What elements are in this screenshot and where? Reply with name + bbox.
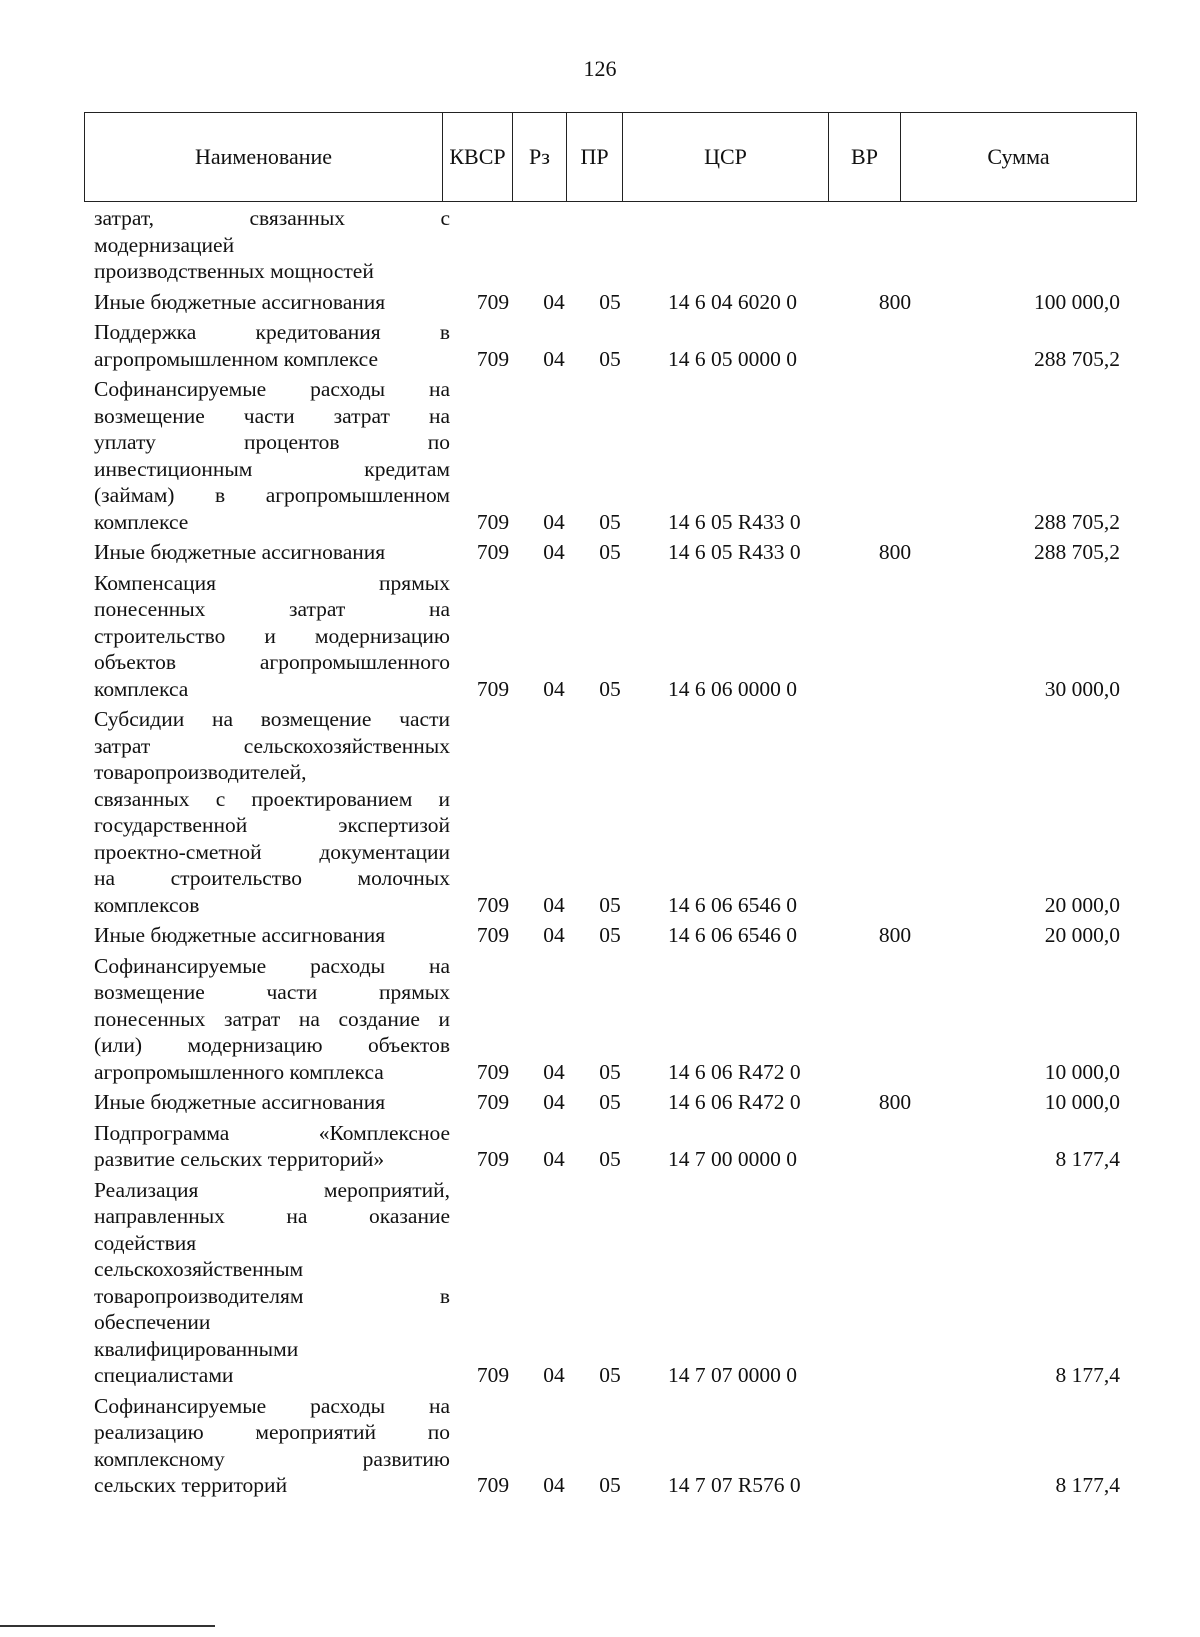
table-row	[0, 953, 1200, 1086]
row-name-line: затрат, связанных с	[94, 206, 450, 230]
cell-rz: 04	[543, 892, 565, 917]
row-name-line: Софинансируемые расходы на	[94, 377, 450, 401]
cell-kvsr: 709	[476, 923, 510, 947]
row-name-line: проектно-сметной документации	[94, 839, 450, 864]
cell-pr: 05	[599, 509, 621, 534]
cell-kvsr: 709	[476, 509, 510, 534]
cell-kvsr: 709	[476, 540, 510, 564]
row-name	[94, 1120, 450, 1173]
cell-csr: 14 6 05 R433 0	[668, 540, 801, 564]
row-name-line: Подпрограмма «Комплексное	[94, 1120, 450, 1145]
table-row	[0, 1120, 1200, 1173]
cell-sum: 30 000,0	[1044, 676, 1120, 701]
table-row	[0, 376, 1200, 535]
row-name-line: агропромышленном комплексе	[94, 346, 379, 371]
footer-divider	[0, 1625, 215, 1627]
row-name	[94, 289, 450, 316]
cell-pr: 05	[599, 1090, 621, 1114]
row-name-line: комплексному развитию	[94, 1446, 450, 1471]
cell-csr: 14 7 07 R576 0	[668, 1473, 801, 1497]
row-name-line: Иные бюджетные ассигнования	[94, 540, 386, 564]
cell-sum: 8 177,4	[1055, 1363, 1120, 1387]
header-csr: ЦСР	[623, 113, 829, 202]
row-name-line: содействия	[94, 1230, 197, 1255]
cell-csr: 14 7 00 0000 0	[668, 1147, 797, 1171]
row-name-line: специалистами	[94, 1363, 234, 1387]
row-name-line: товаропроизводителям в	[94, 1283, 450, 1308]
cell-sum: 100 000,0	[1034, 289, 1120, 314]
row-name-line: связанных с проектированием и	[94, 786, 450, 811]
header-sum: Сумма	[901, 113, 1137, 202]
cell-csr: 14 6 06 R472 0	[668, 1059, 801, 1084]
row-name	[94, 570, 450, 703]
cell-rz: 04	[543, 676, 565, 701]
row-name	[94, 922, 450, 949]
cell-rz: 04	[543, 509, 565, 534]
cell-pr: 05	[599, 1473, 621, 1497]
cell-pr: 05	[599, 1363, 621, 1387]
row-name-line: Софинансируемые расходы на	[94, 1393, 450, 1418]
cell-rz: 04	[543, 1363, 565, 1387]
cell-rz: 04	[543, 346, 565, 371]
row-name-line: реализацию мероприятий по	[94, 1420, 450, 1444]
row-name-line: (или) модернизацию объектов	[94, 1033, 450, 1057]
cell-sum: 8 177,4	[1055, 1147, 1120, 1171]
row-name-line: комплекса	[94, 676, 189, 701]
header-name: Наименование	[85, 113, 443, 202]
cell-pr: 05	[599, 923, 621, 947]
row-name	[94, 539, 450, 566]
cell-csr: 14 6 04 6020 0	[668, 289, 797, 314]
row-name-line: государственной экспертизой	[94, 813, 450, 837]
cell-sum: 20 000,0	[1044, 923, 1120, 947]
cell-vr: 800	[878, 923, 912, 947]
cell-sum: 8 177,4	[1055, 1473, 1120, 1497]
row-name-line: направленных на оказание	[94, 1204, 450, 1228]
row-name	[94, 1089, 450, 1116]
cell-pr: 05	[599, 892, 621, 917]
row-name-line: строительство и модернизацию	[94, 623, 450, 648]
cell-pr: 05	[599, 676, 621, 701]
row-name-line: Субсидии на возмещение части	[94, 707, 450, 731]
header-rz: Рз	[513, 113, 567, 202]
row-name-line: товаропроизводителей,	[94, 760, 307, 784]
header-vr: ВР	[829, 113, 901, 202]
cell-csr: 14 6 05 R433 0	[668, 509, 801, 534]
row-name-line: Поддержка кредитования в	[94, 320, 450, 344]
row-name-line: комплексе	[94, 509, 189, 534]
cell-csr: 14 6 06 0000 0	[668, 676, 797, 701]
cell-sum: 20 000,0	[1044, 892, 1120, 917]
header-pr: ПР	[567, 113, 623, 202]
table-row	[0, 205, 1200, 285]
table-row	[0, 1393, 1200, 1499]
row-name-line: Иные бюджетные ассигнования	[94, 923, 386, 947]
cell-kvsr: 709	[476, 1090, 510, 1114]
cell-rz: 04	[543, 289, 565, 314]
cell-sum: 10 000,0	[1044, 1059, 1120, 1084]
cell-csr: 14 6 05 0000 0	[668, 346, 797, 371]
row-name	[94, 953, 450, 1086]
table-row	[0, 539, 1200, 566]
cell-pr: 05	[599, 346, 621, 371]
table-header	[84, 112, 1137, 202]
table-row	[0, 570, 1200, 703]
cell-rz: 04	[543, 1473, 565, 1497]
table-body	[0, 205, 1200, 1503]
cell-sum: 10 000,0	[1044, 1090, 1120, 1114]
cell-vr: 800	[878, 289, 912, 314]
row-name-line: комплексов	[94, 892, 200, 917]
row-name-line: объектов агропромышленного	[94, 650, 450, 674]
row-name-line: производственных мощностей	[94, 259, 374, 283]
row-name-line: Иные бюджетные ассигнования	[94, 289, 386, 314]
cell-kvsr: 709	[476, 892, 510, 917]
row-name-line: Компенсация прямых	[94, 570, 450, 595]
cell-pr: 05	[599, 289, 621, 314]
row-name-line: сельскохозяйственным	[94, 1257, 304, 1281]
row-name-line: обеспечении	[94, 1310, 211, 1334]
row-name-line: Реализация мероприятий,	[94, 1177, 450, 1202]
table-row	[0, 1089, 1200, 1116]
table-row	[0, 922, 1200, 949]
page-number: 126	[583, 56, 617, 81]
cell-rz: 04	[543, 1147, 565, 1171]
cell-sum: 288 705,2	[1034, 540, 1120, 564]
cell-pr: 05	[599, 540, 621, 564]
cell-csr: 14 6 06 6546 0	[668, 892, 797, 917]
row-name-line: развитие сельских территорий»	[94, 1147, 385, 1171]
cell-csr: 14 7 07 0000 0	[668, 1363, 797, 1387]
cell-kvsr: 709	[476, 1059, 510, 1084]
row-name-line: агропромышленного комплекса	[94, 1059, 384, 1084]
cell-csr: 14 6 06 R472 0	[668, 1090, 801, 1114]
row-name-line: (займам) в агропромышленном	[94, 483, 450, 507]
cell-vr: 800	[878, 1090, 912, 1114]
row-name	[94, 205, 450, 285]
cell-kvsr: 709	[476, 1363, 510, 1387]
cell-kvsr: 709	[476, 289, 510, 314]
row-name-line: сельских территорий	[94, 1473, 288, 1497]
row-name-line: затрат сельскохозяйственных	[94, 733, 450, 758]
table-row	[0, 319, 1200, 372]
row-name-line: понесенных затрат на	[94, 597, 450, 621]
cell-sum: 288 705,2	[1034, 346, 1120, 371]
cell-rz: 04	[543, 923, 565, 947]
cell-pr: 05	[599, 1059, 621, 1084]
row-name	[94, 376, 450, 535]
row-name-line: на строительство молочных	[94, 866, 450, 890]
cell-sum: 288 705,2	[1034, 509, 1120, 534]
row-name-line: понесенных затрат на создание и	[94, 1006, 450, 1031]
row-name-line: инвестиционным кредитам	[94, 456, 450, 481]
row-name-line: возмещение части затрат на	[94, 403, 450, 428]
row-name	[94, 319, 450, 372]
cell-csr: 14 6 06 6546 0	[668, 923, 797, 947]
table-row	[0, 706, 1200, 918]
row-name-line: возмещение части прямых	[94, 980, 450, 1004]
row-name-line: уплату процентов по	[94, 430, 450, 454]
cell-kvsr: 709	[476, 1473, 510, 1497]
row-name-line: Иные бюджетные ассигнования	[94, 1090, 386, 1114]
cell-rz: 04	[543, 540, 565, 564]
cell-pr: 05	[599, 1147, 621, 1171]
table-row	[0, 1177, 1200, 1389]
row-name-line: модернизацией	[94, 232, 235, 257]
row-name-line: квалифицированными	[94, 1336, 299, 1361]
cell-rz: 04	[543, 1059, 565, 1084]
cell-rz: 04	[543, 1090, 565, 1114]
table-row	[0, 289, 1200, 316]
cell-kvsr: 709	[476, 676, 510, 701]
cell-kvsr: 709	[476, 1147, 510, 1171]
row-name	[94, 706, 450, 918]
row-name	[94, 1177, 450, 1389]
header-kvsr: КВСР	[443, 113, 513, 202]
cell-vr: 800	[878, 540, 912, 564]
row-name-line: Софинансируемые расходы на	[94, 953, 450, 978]
row-name	[94, 1393, 450, 1499]
cell-kvsr: 709	[476, 346, 510, 371]
